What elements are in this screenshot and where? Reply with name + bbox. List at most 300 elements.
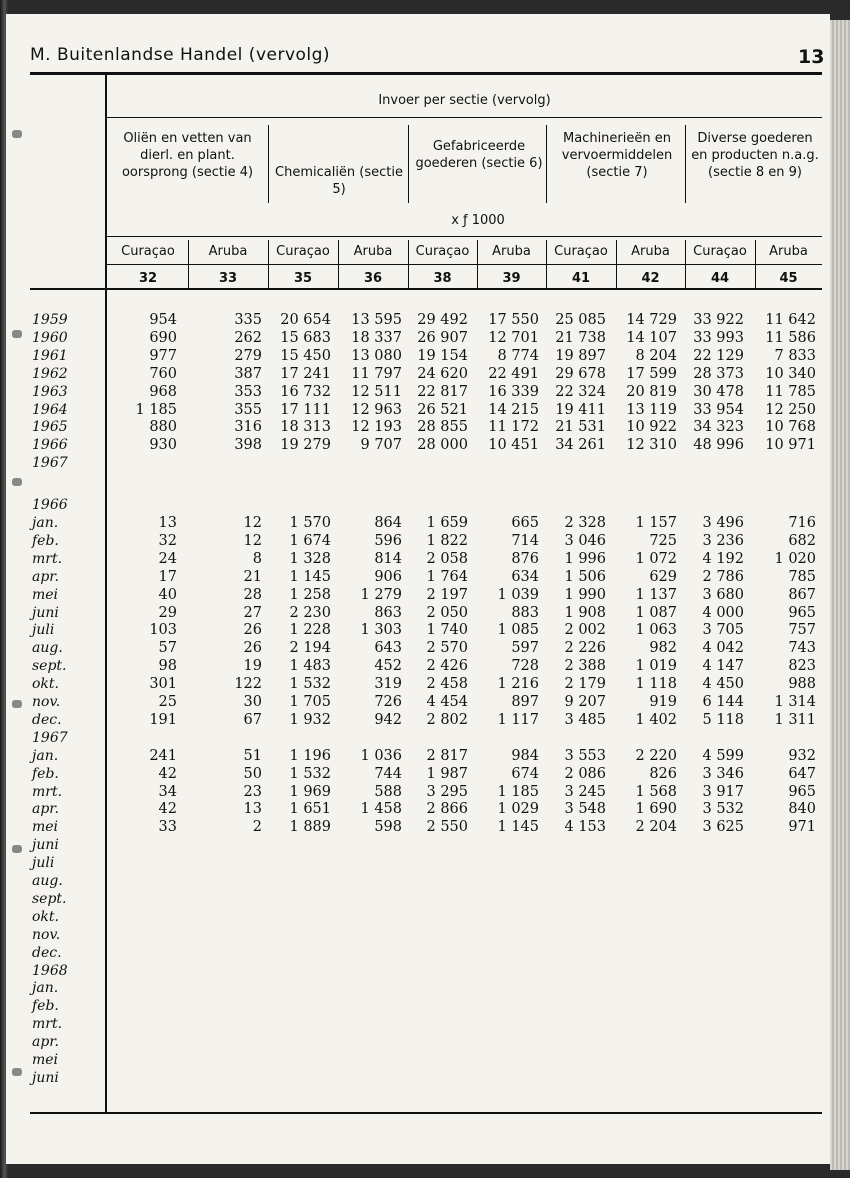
table-cell: 12 511 xyxy=(351,383,402,400)
table-cell: 19 411 xyxy=(555,401,606,418)
row-label: 1967 xyxy=(32,455,68,472)
column-divider xyxy=(755,240,756,288)
table-cell: 1 303 xyxy=(360,622,402,639)
table-cell: 977 xyxy=(149,347,177,364)
table-cell: 1 483 xyxy=(289,658,331,675)
binding-ring xyxy=(12,845,22,853)
table-cell: 743 xyxy=(788,640,816,657)
row-label: jan. xyxy=(32,980,59,997)
table-cell: 452 xyxy=(374,658,402,675)
table-cell: 319 xyxy=(374,676,402,693)
table-cell: 785 xyxy=(788,568,816,585)
table-cell: 19 xyxy=(243,658,262,675)
table-cell: 3 236 xyxy=(702,532,744,549)
table-cell: 19 154 xyxy=(417,347,468,364)
table-cell: 4 147 xyxy=(702,658,744,675)
table-cell: 2 866 xyxy=(426,801,468,818)
table-cell: 4 000 xyxy=(702,604,744,621)
table-cell: 20 654 xyxy=(280,312,331,328)
table-cell: 840 xyxy=(788,801,816,818)
table-cell: 2 426 xyxy=(426,658,468,675)
table-cell: 1 532 xyxy=(289,676,331,693)
table-cell: 13 595 xyxy=(351,312,402,328)
table-cell: 1 506 xyxy=(564,568,606,585)
table-cell: 5 118 xyxy=(702,711,744,728)
row-label: aug. xyxy=(32,640,63,657)
table-cell: 2 050 xyxy=(426,604,468,621)
table-cell: 8 204 xyxy=(635,347,677,364)
table-cell: 942 xyxy=(374,711,402,728)
row-label: apr. xyxy=(32,1034,59,1051)
table-cell: 1 532 xyxy=(289,765,331,782)
table-cell: 1 996 xyxy=(564,550,606,567)
table-cell: 12 310 xyxy=(626,437,677,454)
table-cell: 906 xyxy=(374,568,402,585)
table-cell: 301 xyxy=(149,676,177,693)
table-cell: 647 xyxy=(788,765,816,782)
table-cell: 954 xyxy=(149,312,177,328)
table-cell: 1 651 xyxy=(289,801,331,818)
table-cell: 33 922 xyxy=(693,312,744,328)
page-title: M. Buitenlandse Handel (vervolg) xyxy=(30,45,331,65)
table-cell: 122 xyxy=(234,676,262,693)
column-divider xyxy=(685,240,686,288)
table-cell: 11 586 xyxy=(765,329,816,346)
table-cell: 10 922 xyxy=(626,419,677,436)
row-label: 1968 xyxy=(32,962,68,979)
section-header-4: Oliën en vetten van dierl. en plant. oorsprong (sectie 4) xyxy=(121,131,254,180)
table-cell: 30 478 xyxy=(693,383,744,400)
table-cell: 1 039 xyxy=(497,586,539,603)
table-cell: 1 705 xyxy=(289,694,331,710)
table-cell: 725 xyxy=(649,532,677,549)
table-cell: 4 454 xyxy=(426,694,468,710)
row-label: 1960 xyxy=(32,329,68,346)
table-cell: 18 313 xyxy=(280,419,331,436)
table-cell: 22 324 xyxy=(555,383,606,400)
table-cell: 2 230 xyxy=(289,604,331,621)
table-cell: 20 819 xyxy=(626,383,677,400)
column-code: 36 xyxy=(363,271,383,286)
table-cell: 25 xyxy=(158,694,177,710)
subheader-rule xyxy=(107,264,822,265)
table-cell: 864 xyxy=(374,515,402,531)
table-cell: 10 971 xyxy=(765,437,816,454)
table-cell: 1 690 xyxy=(635,801,677,818)
table-cell: 823 xyxy=(788,658,816,675)
table-cell: 982 xyxy=(649,640,677,657)
table-cell: 27 xyxy=(243,604,262,621)
table-cell: 16 732 xyxy=(280,383,331,400)
table-cell: 674 xyxy=(511,765,539,782)
binding-ring xyxy=(12,478,22,486)
table-cell: 13 xyxy=(158,515,177,531)
table-cell: 984 xyxy=(511,747,539,764)
column-divider xyxy=(338,240,339,288)
table-cell: 3 485 xyxy=(564,711,606,728)
table-cell: 30 xyxy=(243,694,262,710)
table-cell: 24 620 xyxy=(417,365,468,382)
table-cell: 2 086 xyxy=(564,765,606,782)
table-cell: 42 xyxy=(158,765,177,782)
row-label: juli xyxy=(32,622,55,639)
table-cell: 1 185 xyxy=(497,783,539,800)
table-cell: 17 550 xyxy=(488,312,539,328)
page-number: 13 xyxy=(798,46,825,68)
column-code: 45 xyxy=(779,271,798,286)
subheader-curacao: Curaçao xyxy=(415,244,470,259)
subheader-aruba: Aruba xyxy=(208,244,248,259)
table-cell: 12 250 xyxy=(765,401,816,418)
subheader-curacao: Curaçao xyxy=(693,244,747,259)
table-cell: 2 388 xyxy=(564,658,606,675)
table-cell: 40 xyxy=(158,586,177,603)
binding-ring xyxy=(12,1068,22,1076)
row-label: mei xyxy=(32,819,59,836)
table-cell: 588 xyxy=(374,783,402,800)
table-cell: 2 179 xyxy=(564,676,606,693)
table-cell: 3 346 xyxy=(702,765,744,782)
table-cell: 1 019 xyxy=(635,658,677,675)
subheader-curacao: Curaçao xyxy=(276,244,330,259)
table-cell: 33 xyxy=(158,819,177,836)
table-cell: 863 xyxy=(374,604,402,621)
table-cell: 897 xyxy=(511,694,539,710)
binding-ring xyxy=(12,700,22,708)
table-cell: 32 xyxy=(158,532,177,549)
table-cell: 757 xyxy=(788,622,816,639)
table-cell: 398 xyxy=(234,437,262,454)
table-cell: 262 xyxy=(234,329,262,346)
row-label: jan. xyxy=(32,515,59,531)
table-cell: 1 674 xyxy=(289,532,331,549)
table-cell: 1 137 xyxy=(635,586,677,603)
table-cell: 34 323 xyxy=(693,419,744,436)
table-cell: 279 xyxy=(234,347,262,364)
table-cell: 1 117 xyxy=(497,711,539,728)
table-cell: 2 xyxy=(252,819,262,836)
table-cell: 10 340 xyxy=(765,365,816,382)
table-cell: 4 192 xyxy=(702,550,744,567)
table-cell: 643 xyxy=(374,640,402,657)
table-cell: 1 659 xyxy=(426,515,468,531)
table-cell: 33 954 xyxy=(693,401,744,418)
row-label: apr. xyxy=(32,568,59,585)
table-cell: 1 969 xyxy=(289,783,331,800)
row-label: juni xyxy=(32,1069,59,1086)
binding-ring xyxy=(12,130,22,138)
table-cell: 1 118 xyxy=(635,676,677,693)
table-cell: 629 xyxy=(649,568,677,585)
row-label: sept. xyxy=(32,890,67,907)
row-label: 1963 xyxy=(32,383,68,400)
section-header-8-9: Diverse goederen en producten n.a.g. (sectie 8 en 9) xyxy=(691,131,819,180)
section-header-5: Chemicaliën (sectie 5) xyxy=(275,165,403,197)
table-cell: 103 xyxy=(149,622,177,639)
subheader-aruba: Aruba xyxy=(492,244,531,259)
table-cell: 16 339 xyxy=(488,383,539,400)
row-label: mrt. xyxy=(32,1016,63,1033)
table-cell: 744 xyxy=(374,765,402,782)
table-cell: 1 458 xyxy=(360,801,402,818)
table-cell: 14 107 xyxy=(626,329,677,346)
table-cell: 1 036 xyxy=(360,747,402,764)
table-cell: 3 680 xyxy=(702,586,744,603)
table-cell: 2 002 xyxy=(564,622,606,639)
table-cell: 2 786 xyxy=(702,568,744,585)
table-cell: 26 xyxy=(243,640,262,657)
row-label: 1961 xyxy=(32,347,68,364)
column-code: 42 xyxy=(641,271,660,286)
table-cell: 2 226 xyxy=(564,640,606,657)
table-cell: 22 129 xyxy=(693,347,744,364)
table-cell: 971 xyxy=(788,819,816,836)
heading-rule xyxy=(107,117,822,118)
row-label: apr. xyxy=(32,801,59,818)
table-cell: 21 738 xyxy=(555,329,606,346)
column-divider xyxy=(268,240,269,288)
table-cell: 9 207 xyxy=(564,694,606,710)
table-cell: 34 261 xyxy=(555,437,606,454)
table-cell: 3 705 xyxy=(702,622,744,639)
table-cell: 1 072 xyxy=(635,550,677,567)
table-cell: 19 897 xyxy=(555,347,606,364)
table-cell: 387 xyxy=(234,365,262,382)
column-divider xyxy=(188,240,189,288)
table-cell: 28 xyxy=(243,586,262,603)
table-cell: 2 817 xyxy=(426,747,468,764)
table-cell: 57 xyxy=(158,640,177,657)
table-cell: 23 xyxy=(243,783,262,800)
table-cell: 26 521 xyxy=(417,401,468,418)
table-cell: 3 046 xyxy=(564,532,606,549)
table-cell: 596 xyxy=(374,532,402,549)
table-cell: 1 568 xyxy=(635,783,677,800)
table-cell: 335 xyxy=(234,312,262,328)
table-cell: 33 993 xyxy=(693,329,744,346)
section-divider xyxy=(685,125,686,203)
table-cell: 51 xyxy=(243,747,262,764)
column-code: 39 xyxy=(502,271,521,286)
table-cell: 3 625 xyxy=(702,819,744,836)
row-label: dec. xyxy=(32,944,62,961)
column-divider xyxy=(616,240,617,288)
column-divider xyxy=(408,240,409,288)
unit-rule xyxy=(107,236,822,237)
binding-ring xyxy=(12,330,22,338)
row-label: mrt. xyxy=(32,550,63,567)
row-label: jan. xyxy=(32,747,59,764)
section-divider xyxy=(408,125,409,203)
subheader-curacao: Curaçao xyxy=(121,244,175,259)
row-label: okt. xyxy=(32,676,59,693)
table-cell: 13 119 xyxy=(626,401,677,418)
table-cell: 1 087 xyxy=(635,604,677,621)
table-cell: 968 xyxy=(149,383,177,400)
table-cell: 876 xyxy=(511,550,539,567)
table-cell: 28 000 xyxy=(417,437,468,454)
table-cell: 1 020 xyxy=(774,550,816,567)
table-cell: 355 xyxy=(234,401,262,418)
row-label: juni xyxy=(32,837,59,854)
table-cell: 7 833 xyxy=(774,347,816,364)
table-cell: 716 xyxy=(788,515,816,531)
table-cell: 1 145 xyxy=(289,568,331,585)
table-cell: 18 337 xyxy=(351,329,402,346)
table-cell: 9 707 xyxy=(360,437,402,454)
table-cell: 1 822 xyxy=(426,532,468,549)
table-cell: 965 xyxy=(788,604,816,621)
table-cell: 17 599 xyxy=(626,365,677,382)
table-cell: 15 450 xyxy=(280,347,331,364)
row-label: juli xyxy=(32,855,55,872)
table-cell: 880 xyxy=(149,419,177,436)
table-cell: 12 701 xyxy=(488,329,539,346)
table-cell: 1 216 xyxy=(497,676,539,693)
table-cell: 2 550 xyxy=(426,819,468,836)
table-cell: 1 990 xyxy=(564,586,606,603)
table-cell: 3 917 xyxy=(702,783,744,800)
table-cell: 3 553 xyxy=(564,747,606,764)
page-edges xyxy=(830,20,850,1170)
table-cell: 67 xyxy=(243,711,262,728)
row-label: dec. xyxy=(32,711,62,728)
column-code: 33 xyxy=(218,271,238,286)
table-cell: 25 085 xyxy=(555,312,606,328)
table-cell: 11 797 xyxy=(351,365,402,382)
table-cell: 8 774 xyxy=(497,347,539,364)
main-heading: Invoer per sectie (vervolg) xyxy=(378,93,551,108)
column-code: 38 xyxy=(433,271,452,286)
table-cell: 2 058 xyxy=(426,550,468,567)
table-cell: 17 xyxy=(158,568,177,585)
row-label: mrt. xyxy=(32,783,63,800)
table-cell: 17 241 xyxy=(280,365,331,382)
table-cell: 12 963 xyxy=(351,401,402,418)
table-cell: 2 204 xyxy=(635,819,677,836)
table-cell: 634 xyxy=(511,568,539,585)
table-cell: 726 xyxy=(374,694,402,710)
table-cell: 714 xyxy=(511,532,539,549)
row-label: aug. xyxy=(32,873,63,889)
table-cell: 26 907 xyxy=(417,329,468,346)
table-cell: 1 932 xyxy=(289,711,331,728)
section-divider xyxy=(268,125,269,203)
table-cell: 1 314 xyxy=(774,694,816,710)
row-label: 1962 xyxy=(32,365,68,382)
row-label: 1966 xyxy=(32,437,68,454)
table-cell: 12 xyxy=(243,515,262,531)
table-cell: 11 785 xyxy=(765,383,816,400)
row-label: mei xyxy=(32,586,59,603)
table-cell: 1 908 xyxy=(564,604,606,621)
row-label: 1964 xyxy=(32,401,68,418)
table-cell: 1 145 xyxy=(497,819,539,836)
table-cell: 28 855 xyxy=(417,419,468,436)
table-cell: 42 xyxy=(158,801,177,818)
subheader-aruba: Aruba xyxy=(353,244,393,259)
table-cell: 965 xyxy=(788,783,816,800)
table-cell: 34 xyxy=(158,783,177,800)
table-cell: 316 xyxy=(234,419,262,436)
table-cell: 2 458 xyxy=(426,676,468,693)
table-cell: 3 245 xyxy=(564,783,606,800)
table-cell: 2 328 xyxy=(564,515,606,531)
table-cell: 597 xyxy=(511,640,539,657)
table-cell: 2 220 xyxy=(635,747,677,764)
section-divider xyxy=(546,125,547,203)
table-cell: 4 042 xyxy=(702,640,744,657)
subheader-aruba: Aruba xyxy=(769,244,808,259)
table-cell: 3 532 xyxy=(702,801,744,818)
table-cell: 988 xyxy=(788,676,816,693)
table-cell: 728 xyxy=(511,658,539,675)
table-cell: 21 xyxy=(243,568,262,585)
table-cell: 22 817 xyxy=(417,383,468,400)
column-code: 41 xyxy=(571,271,591,286)
table-cell: 29 xyxy=(158,604,177,621)
table-cell: 1 402 xyxy=(635,711,677,728)
table-cell: 1 987 xyxy=(426,765,468,782)
table-cell: 1 029 xyxy=(497,801,539,818)
table-cell: 867 xyxy=(788,586,816,603)
table-cell: 11 172 xyxy=(488,419,539,436)
row-label: feb. xyxy=(32,998,59,1015)
table-cell: 883 xyxy=(511,604,539,621)
row-label: okt. xyxy=(32,908,59,925)
table-cell: 1 740 xyxy=(426,622,468,639)
table-cell: 12 193 xyxy=(351,419,402,436)
table-cell: 10 451 xyxy=(488,437,539,454)
table-cell: 29 492 xyxy=(417,312,468,328)
table-cell: 98 xyxy=(158,658,177,675)
table-cell: 682 xyxy=(788,532,816,549)
table-cell: 22 491 xyxy=(488,365,539,382)
bottom-rule xyxy=(30,1112,822,1114)
table-cell: 665 xyxy=(511,515,539,531)
row-label: juni xyxy=(32,604,59,621)
table-cell: 932 xyxy=(788,747,816,764)
unit-label: x ƒ 1000 xyxy=(451,213,505,228)
table-cell: 2 197 xyxy=(426,586,468,603)
table-cell: 4 599 xyxy=(702,747,744,764)
row-label: 1959 xyxy=(32,312,68,328)
row-label: mei xyxy=(32,1052,59,1068)
column-divider xyxy=(477,240,478,288)
table-cell: 26 xyxy=(243,622,262,639)
table-cell: 3 496 xyxy=(702,515,744,531)
row-label: 1965 xyxy=(32,419,68,436)
table-cell: 1 063 xyxy=(635,622,677,639)
table-cell: 1 228 xyxy=(289,622,331,639)
table-cell: 21 531 xyxy=(555,419,606,436)
row-label: feb. xyxy=(32,532,59,549)
table-cell: 1 185 xyxy=(135,401,177,418)
table-cell: 598 xyxy=(374,819,402,836)
column-divider xyxy=(546,240,547,288)
row-label: nov. xyxy=(32,926,61,943)
table-cell: 826 xyxy=(649,765,677,782)
table-cell: 3 295 xyxy=(426,783,468,800)
table-cell: 48 996 xyxy=(693,437,744,454)
table-cell: 1 279 xyxy=(360,586,402,603)
table-cell: 3 548 xyxy=(564,801,606,818)
table-cell: 29 678 xyxy=(555,365,606,382)
row-label: feb. xyxy=(32,765,59,782)
section-header-6: Gefabriceerde goederen (sectie 6) xyxy=(415,139,543,171)
header-bottom-rule xyxy=(30,288,822,290)
table-cell: 14 215 xyxy=(488,401,539,418)
